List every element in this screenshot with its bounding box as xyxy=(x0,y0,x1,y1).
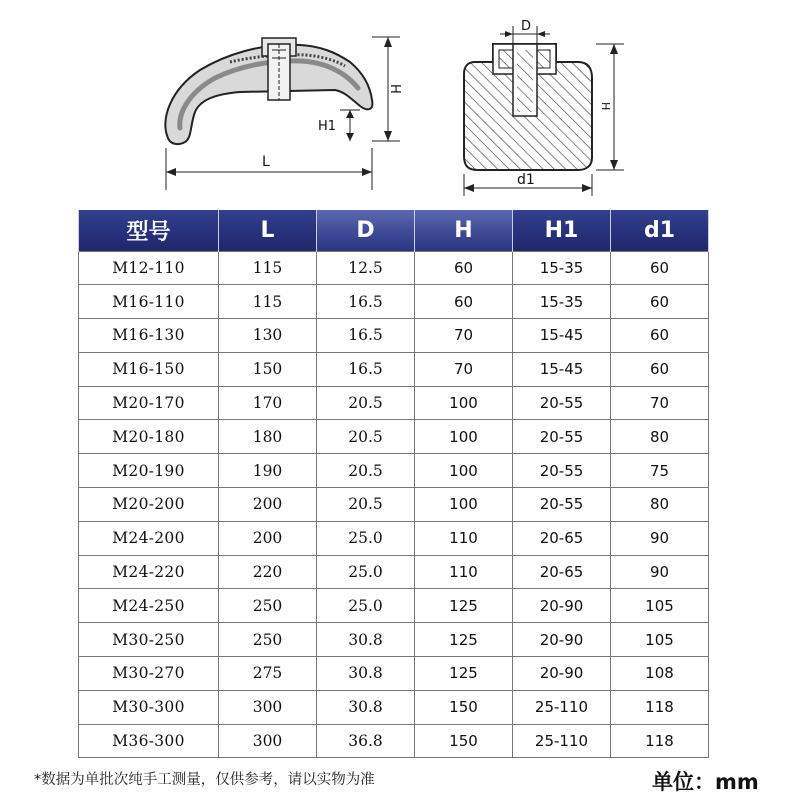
cell-model: M24-220 xyxy=(79,555,219,589)
label-D: D xyxy=(521,19,532,34)
cell-model: M20-190 xyxy=(79,454,219,488)
cell-model: M20-200 xyxy=(79,488,219,522)
cell-model: M16-150 xyxy=(79,352,219,386)
cell-L: 130 xyxy=(219,319,317,353)
label-H-right: H xyxy=(599,102,612,111)
unit-label: 单位：mm xyxy=(652,770,759,794)
cell-model: M30-270 xyxy=(79,657,219,691)
cell-d1: 60 xyxy=(611,285,709,319)
header-row xyxy=(79,210,709,251)
cell-D: 20.5 xyxy=(317,420,415,454)
cell-d1: 108 xyxy=(611,657,709,691)
cell-L: 250 xyxy=(219,589,317,623)
cell-H: 100 xyxy=(415,386,513,420)
table-body xyxy=(79,251,709,758)
table-row xyxy=(79,319,709,353)
table-row xyxy=(79,352,709,386)
cell-D: 16.5 xyxy=(317,352,415,386)
cell-H: 125 xyxy=(415,657,513,691)
cell-d1: 75 xyxy=(611,454,709,488)
cell-d1: 105 xyxy=(611,623,709,657)
cell-D: 25.0 xyxy=(317,589,415,623)
table-row xyxy=(79,454,709,488)
cell-model: M24-200 xyxy=(79,521,219,555)
header-D: D xyxy=(317,210,415,251)
cell-L: 170 xyxy=(219,386,317,420)
cell-d1: 60 xyxy=(611,352,709,386)
table-row xyxy=(79,690,709,724)
cell-H1: 20-65 xyxy=(513,555,611,589)
table-row xyxy=(79,285,709,319)
cell-H1: 15-35 xyxy=(513,285,611,319)
cell-D: 25.0 xyxy=(317,555,415,589)
cell-D: 16.5 xyxy=(317,319,415,353)
cell-L: 190 xyxy=(219,454,317,488)
cell-model: M30-300 xyxy=(79,690,219,724)
handle-cross-section xyxy=(464,19,624,196)
cell-d1: 80 xyxy=(611,420,709,454)
cell-H1: 20-55 xyxy=(513,386,611,420)
cell-model: M30-250 xyxy=(79,623,219,657)
cell-model: M36-300 xyxy=(79,724,219,758)
cell-H: 125 xyxy=(415,623,513,657)
cell-L: 150 xyxy=(219,352,317,386)
cell-D: 30.8 xyxy=(317,690,415,724)
cell-D: 30.8 xyxy=(317,657,415,691)
cell-H: 60 xyxy=(415,285,513,319)
cell-H1: 25-110 xyxy=(513,690,611,724)
header-H1: H1 xyxy=(513,210,611,251)
cell-d1: 60 xyxy=(611,319,709,353)
label-H1: H1 xyxy=(318,119,337,134)
handle-side-view xyxy=(165,37,402,190)
cell-D: 20.5 xyxy=(317,386,415,420)
cell-L: 220 xyxy=(219,555,317,589)
cell-H: 110 xyxy=(415,521,513,555)
cell-H1: 20-55 xyxy=(513,488,611,522)
cell-L: 250 xyxy=(219,623,317,657)
cell-D: 30.8 xyxy=(317,623,415,657)
cell-H1: 25-110 xyxy=(513,724,611,758)
footnote: *数据为单批次纯手工测量，仅供参考，请以实物为准 xyxy=(34,772,375,788)
cell-H1: 20-90 xyxy=(513,589,611,623)
table-row xyxy=(79,386,709,420)
table-row xyxy=(79,589,709,623)
cell-H: 100 xyxy=(415,454,513,488)
cell-model: M12-110 xyxy=(79,251,219,285)
header-H: H xyxy=(415,210,513,251)
table-header xyxy=(79,210,709,251)
cell-L: 275 xyxy=(219,657,317,691)
table-row xyxy=(79,521,709,555)
cell-L: 200 xyxy=(219,521,317,555)
cell-H: 70 xyxy=(415,352,513,386)
cell-H1: 20-90 xyxy=(513,623,611,657)
cell-d1: 118 xyxy=(611,724,709,758)
cell-L: 300 xyxy=(219,690,317,724)
cell-H: 60 xyxy=(415,251,513,285)
label-L: L xyxy=(262,154,270,170)
cell-d1: 118 xyxy=(611,690,709,724)
table-row xyxy=(79,623,709,657)
cell-H1: 15-45 xyxy=(513,319,611,353)
cell-d1: 105 xyxy=(611,589,709,623)
cell-H: 110 xyxy=(415,555,513,589)
spec-table xyxy=(78,210,709,758)
table-row xyxy=(79,657,709,691)
technical-drawings xyxy=(0,0,800,205)
cell-D: 16.5 xyxy=(317,285,415,319)
cell-d1: 70 xyxy=(611,386,709,420)
label-d1: d1 xyxy=(517,172,535,188)
label-H: H xyxy=(387,84,402,94)
cell-model: M20-170 xyxy=(79,386,219,420)
cell-d1: 90 xyxy=(611,555,709,589)
table-row xyxy=(79,420,709,454)
table-row xyxy=(79,251,709,285)
cell-D: 36.8 xyxy=(317,724,415,758)
cell-d1: 60 xyxy=(611,251,709,285)
cell-H: 100 xyxy=(415,420,513,454)
cell-H: 70 xyxy=(415,319,513,353)
cell-H1: 20-55 xyxy=(513,454,611,488)
cell-H1: 15-35 xyxy=(513,251,611,285)
cell-H: 100 xyxy=(415,488,513,522)
cell-D: 20.5 xyxy=(317,488,415,522)
cell-H: 150 xyxy=(415,724,513,758)
header-d1: d1 xyxy=(611,210,709,251)
cell-D: 12.5 xyxy=(317,251,415,285)
cell-H1: 20-55 xyxy=(513,420,611,454)
cell-H: 150 xyxy=(415,690,513,724)
drawing-svg xyxy=(0,0,800,205)
cell-L: 115 xyxy=(219,251,317,285)
cell-H1: 15-45 xyxy=(513,352,611,386)
cell-model: M20-180 xyxy=(79,420,219,454)
cell-model: M16-130 xyxy=(79,319,219,353)
cell-L: 200 xyxy=(219,488,317,522)
cell-D: 20.5 xyxy=(317,454,415,488)
table-row xyxy=(79,488,709,522)
header-L: L xyxy=(219,210,317,251)
cell-d1: 90 xyxy=(611,521,709,555)
cell-d1: 80 xyxy=(611,488,709,522)
cell-L: 180 xyxy=(219,420,317,454)
cell-model: M16-110 xyxy=(79,285,219,319)
table-row xyxy=(79,724,709,758)
table-row xyxy=(79,555,709,589)
cell-L: 115 xyxy=(219,285,317,319)
cell-H1: 20-90 xyxy=(513,657,611,691)
cell-H: 125 xyxy=(415,589,513,623)
cell-model: M24-250 xyxy=(79,589,219,623)
cell-L: 300 xyxy=(219,724,317,758)
cell-H1: 20-65 xyxy=(513,521,611,555)
cell-D: 25.0 xyxy=(317,521,415,555)
header-model: 型号 xyxy=(79,210,219,251)
